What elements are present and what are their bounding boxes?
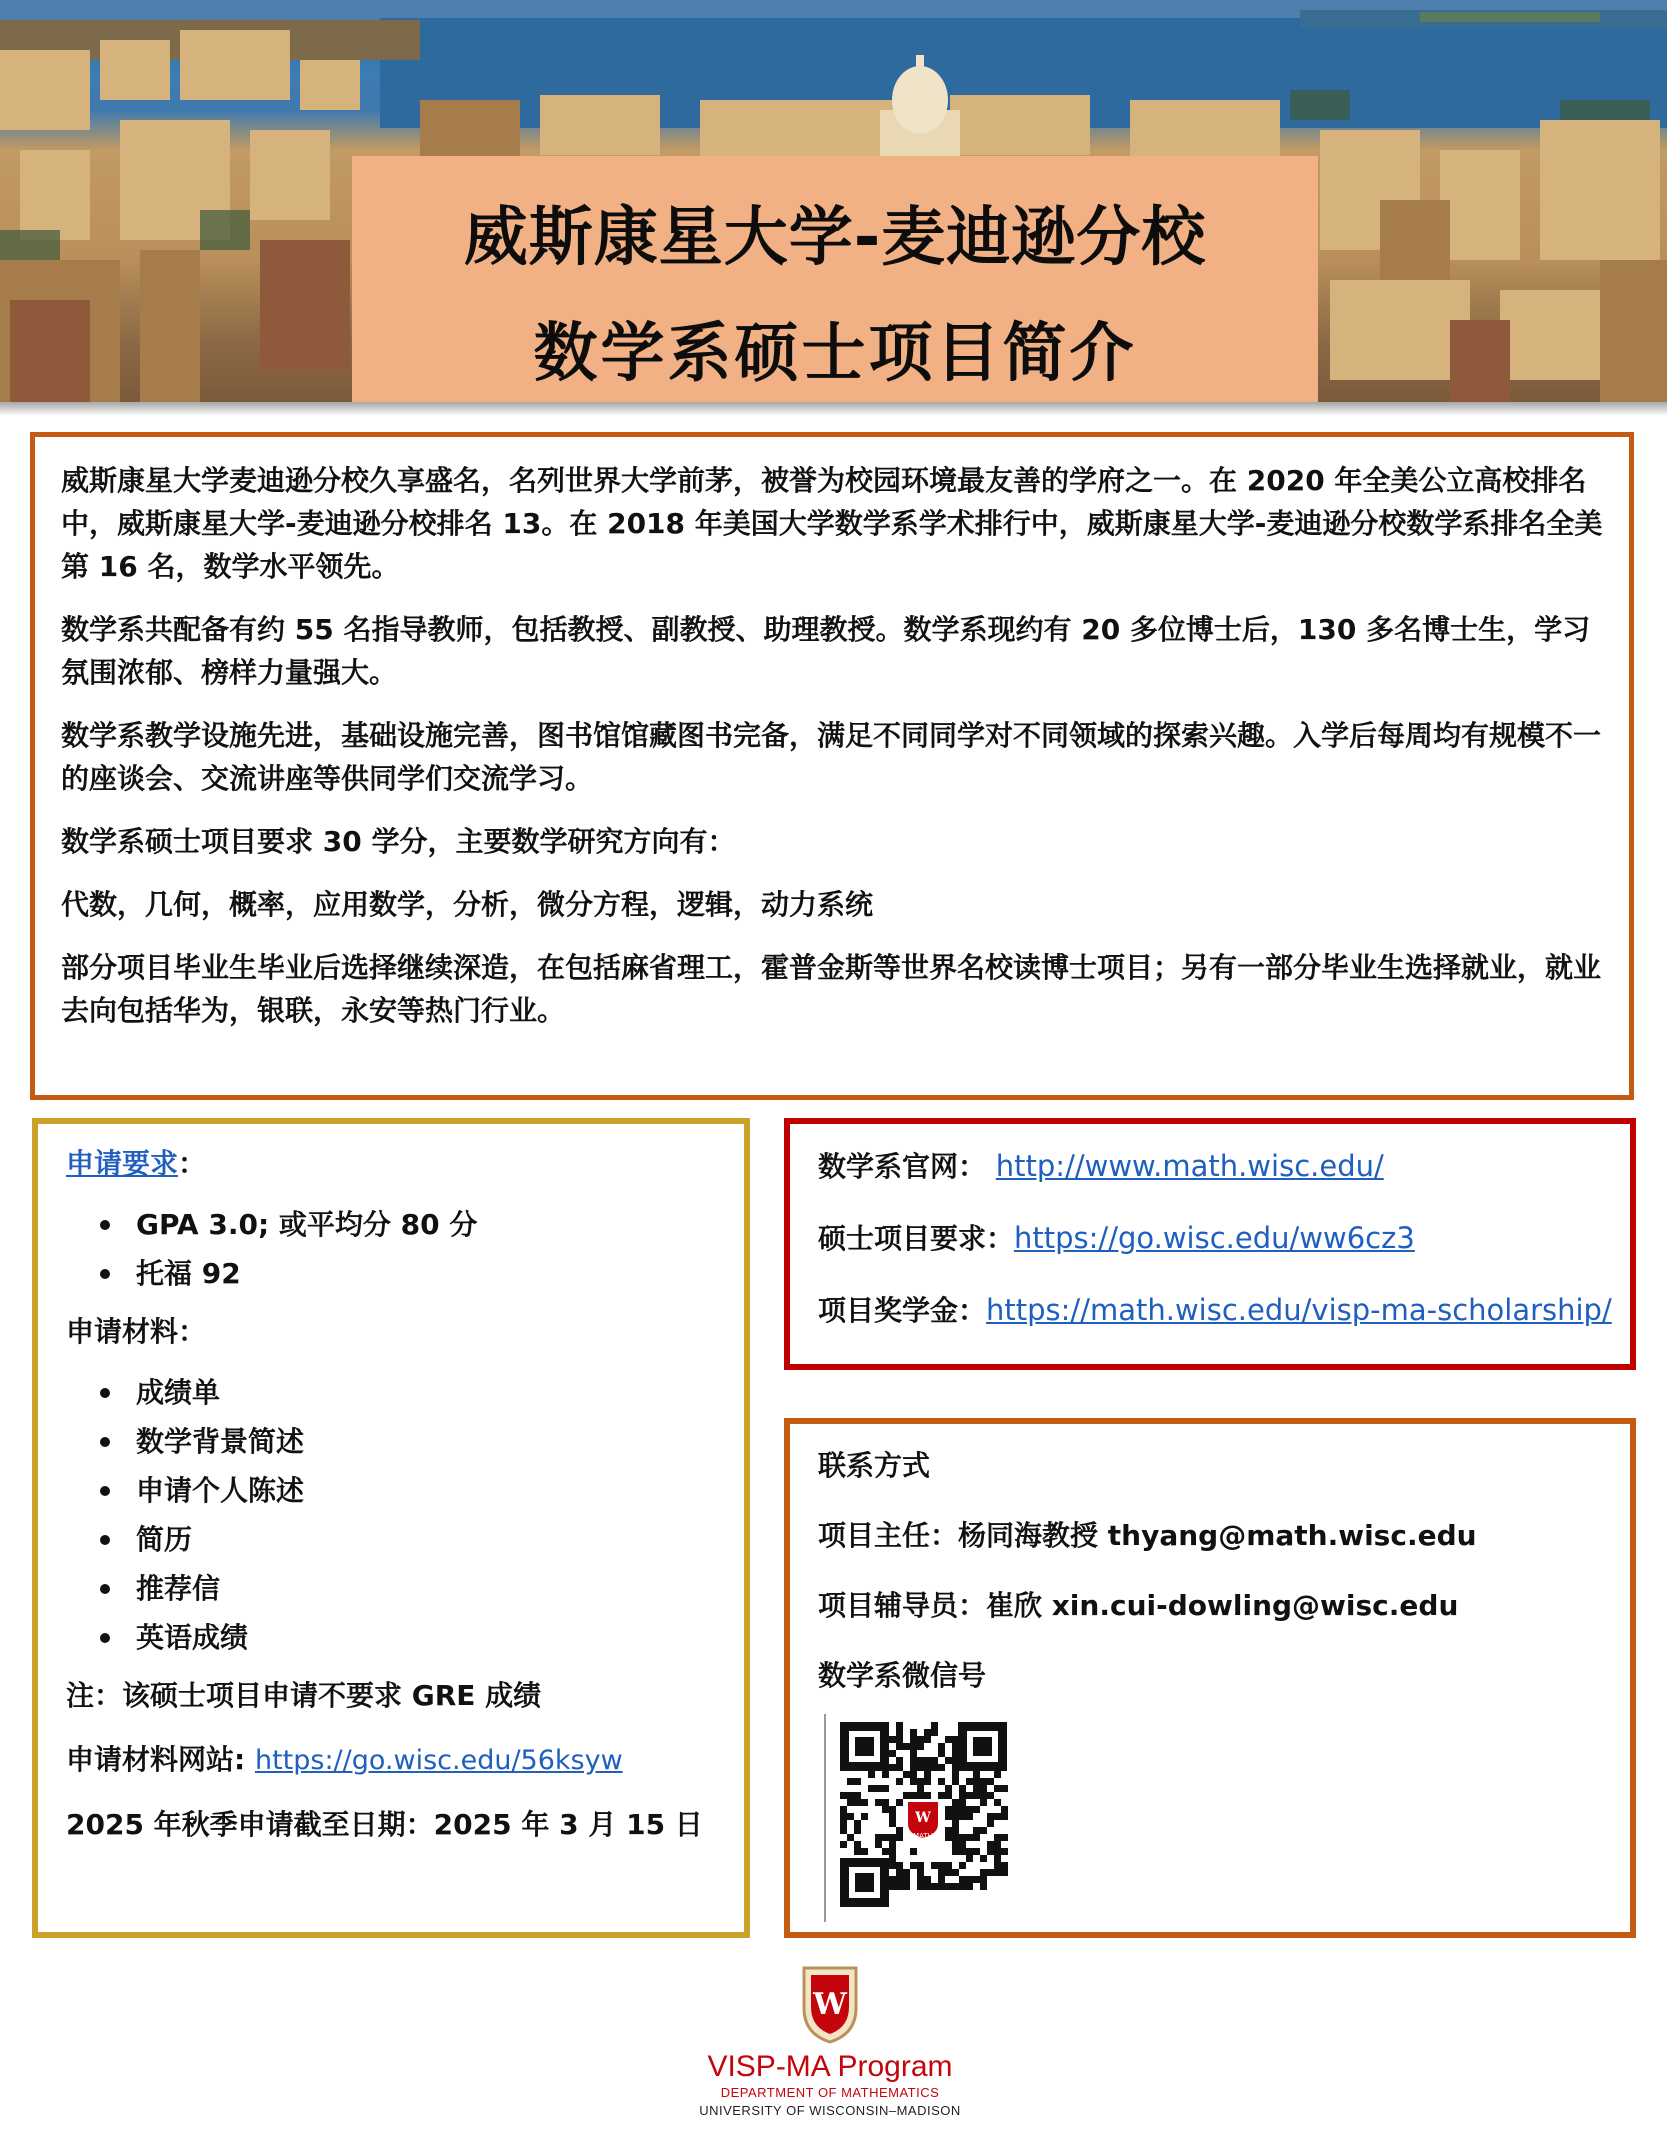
gre-note: 注：该硕士项目申请不要求 GRE 成绩 [66,1679,542,1712]
intro-paragraph-research-areas: 代数，几何，概率，应用数学，分析，微分方程，逻辑，动力系统 [61,888,874,921]
program-director: 项目主任：杨同海教授 thyang@math.wisc.edu [818,1519,1477,1552]
program-requirements-row [818,1218,1610,1259]
requirements-heading [66,1144,720,1184]
list-item: 简历 [66,1515,720,1564]
list-item: 数学背景简述 [66,1417,720,1466]
links-section [784,1118,1636,1370]
university-name: UNIVERSITY OF WISCONSIN–MADISON [699,2103,961,2118]
scholarship-label: 项目奖学金： [818,1294,987,1327]
requirements-link[interactable]: 申请要求 [66,1147,179,1180]
list-item: 推荐信 [66,1564,720,1613]
svg-text:W: W [915,1810,931,1826]
materials-site [66,1740,720,1781]
program-requirements-link[interactable]: https://go.wisc.edu/ww6cz3 [1014,1221,1415,1255]
contact-section [784,1418,1636,1938]
uw-crest-icon [798,1962,862,2046]
scholarship-row [818,1290,1610,1331]
crest-letter: W [813,1987,847,2022]
deadline: 2025 年秋季申请截至日期：2025 年 3 月 15 日 [66,1808,703,1841]
contact-heading: 联系方式 [818,1449,931,1482]
wechat-label: 数学系微信号 [818,1659,987,1692]
list-item: 托福 92 [66,1249,720,1298]
materials-site-label: 申请材料网站: [66,1743,255,1776]
intro-paragraph-facilities: 数学系教学设施先进，基础设施完善，图书馆馆藏图书完备，满足不同同学对不同领域的探索兴趣。入学后每周均有规模不一的座谈会、交流讲座等供同学们交流学习。 [61,719,1602,795]
page-title: 威斯康星大学-麦迪逊分校 [463,201,1207,275]
list-item: 英语成绩 [66,1613,720,1662]
program-name: VISP-MA Program [707,2050,953,2083]
banner-shadow [0,402,1667,416]
requirements-list [66,1200,720,1298]
department-name: DEPARTMENT OF MATHEMATICS [720,2085,940,2100]
wechat-qr-code[interactable] [824,1714,1014,1922]
footer-logo [680,1962,980,2152]
website-label: 数学系官网： [818,1150,987,1183]
website-link[interactable]: http://www.math.wisc.edu/ [995,1149,1384,1183]
program-advisor: 项目辅导员：崔欣 xin.cui-dowling@wisc.edu [818,1589,1459,1622]
program-requirements-label: 硕士项目要求： [818,1222,1015,1255]
intro-paragraph-credits: 数学系硕士项目要求 30 学分，主要数学研究方向有： [61,825,736,858]
title-box [352,156,1318,402]
list-item: GPA 3.0; 或平均分 80 分 [66,1200,720,1249]
materials-site-link[interactable]: https://go.wisc.edu/56ksyw [254,1745,623,1776]
qr-code-icon [824,1714,1014,1922]
list-item: 申请个人陈述 [66,1466,720,1515]
list-item: 成绩单 [66,1368,720,1417]
intro-paragraph-careers: 部分项目毕业生毕业后选择继续深造，在包括麻省理工，霍普金斯等世界名校读博士项目；另有一部分毕业生选择就业，就业去向包括华为，银联，永安等热门行业。 [61,951,1602,1027]
scholarship-link[interactable]: https://math.wisc.edu/visp-ma-scholarship/ [986,1293,1612,1327]
page-subtitle: 数学系硕士项目简介 [533,317,1137,391]
application-section [32,1118,750,1938]
materials-heading: 申请材料： [66,1315,207,1348]
intro-paragraph-faculty: 数学系共配备有约 55 名指导教师，包括教授、副教授、助理教授。数学系现约有 20 多位博士后，130 多名博士生，学习氛围浓郁、榜样力量强大。 [61,613,1591,689]
website-row [818,1146,1610,1187]
intro-section [30,432,1634,1100]
intro-paragraph-ranking: 威斯康星大学麦迪逊分校久享盛名，名列世界大学前茅，被誉为校园环境最友善的学府之一。在 2020 年全美公立高校排名中，威斯康星大学-麦迪逊分校排名 13。在 2018 年美国大学数学系学术排行中，威斯康星大学-麦迪逊分校数学系排名全美 第 16 名，数学水平领先。 [61,464,1603,583]
requirements-colon: ： [178,1147,207,1180]
qr-badge-text: MATH [913,1832,933,1840]
materials-list [66,1368,720,1662]
